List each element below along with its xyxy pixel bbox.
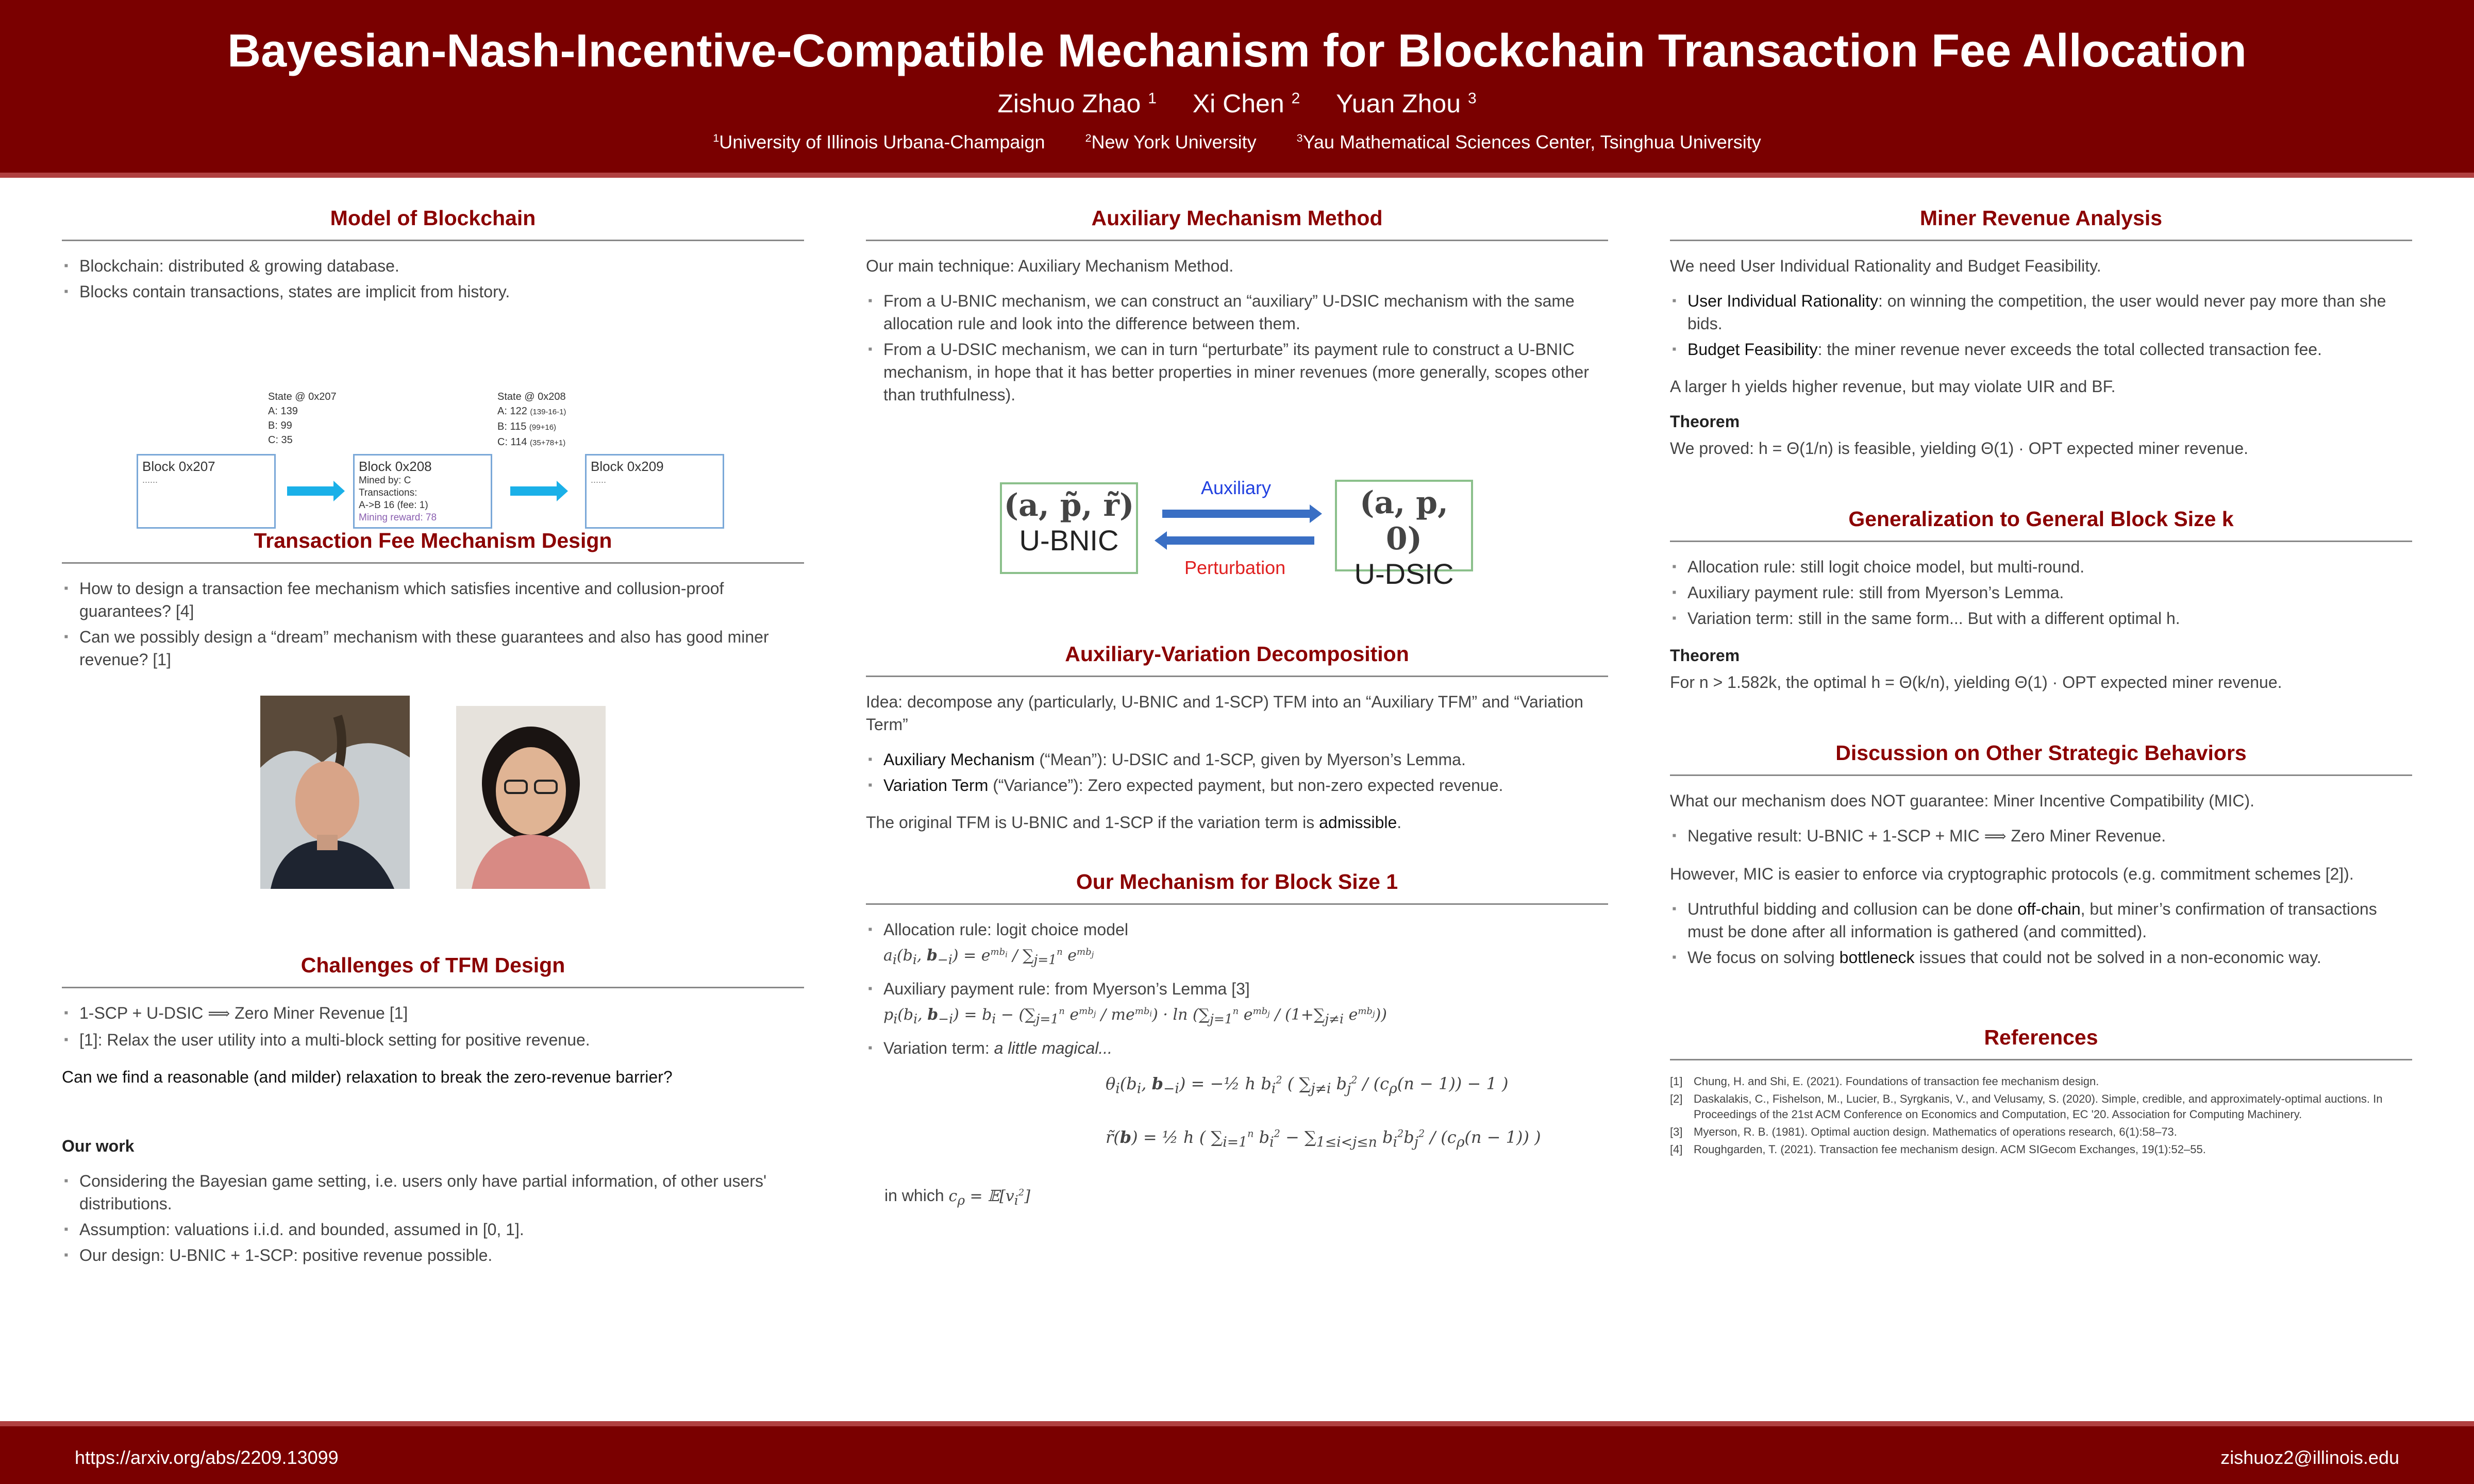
- list-item: ▪ Assumption: valuations i.i.d. and bounded, assumed in [0, 1].: [62, 1218, 804, 1241]
- state-label-0x208: State @ 0x208 A: 122 (139-16-1) B: 115 (99+16) C: 114 (35+78+1): [497, 391, 566, 448]
- miner-intro: We need User Individual Rationality and Budget Feasibility.: [1670, 257, 2101, 275]
- discussion-bullets: [1670, 898, 2412, 969]
- miner-theorem: We proved: h = Θ(1/n) is feasible, yielding Θ(1) · OPT expected miner revenue.: [1670, 439, 2248, 458]
- auxiliary-arrow: [1162, 510, 1312, 518]
- decomp-bullets: [866, 748, 1608, 797]
- decomp-intro: Idea: decompose any (particularly, U-BNIC and 1-SCP) TFM into an “Auxiliary TFM” and “Variation Term”: [866, 693, 1583, 734]
- list-item: ▪ Variation term: a little magical...: [866, 1037, 1608, 1059]
- block-0x209: Block 0x209 ......: [585, 454, 724, 529]
- our-work-bullets: [62, 1170, 804, 1267]
- list-item: ▪ Blockchain: distributed & growing database.: [62, 255, 804, 277]
- list-item: ▪ We focus on solving bottleneck issues that could not be solved in a non-economic way.: [1670, 946, 2412, 969]
- section-title-mech1: Our Mechanism for Block Size 1: [866, 870, 1608, 905]
- u-bnic-box: (a, p̃, r̃) U-BNIC: [1000, 482, 1138, 574]
- list-item: ▪ Considering the Bayesian game setting, i.e. users only have partial information, of other users' distributions.: [62, 1170, 804, 1215]
- list-item: ▪ Allocation rule: still logit choice model, but multi-round.: [1670, 555, 2412, 578]
- theta-formula: $\theta_i(b_i$, $b_{-i}$) = −½ h $b_i^2$ ( $\sum_{j\ne i}$ $b_j^2 / (c_\rho(n - 1)) - 1$ ): [1106, 1074, 1509, 1097]
- discussion-however: However, MIC is easier to enforce via cryptographic protocols (e.g. commitment schemes [2]).: [1670, 865, 2354, 883]
- affiliation: $^3$Yau Mathematical Sciences Center, Tsinghua University: [1296, 131, 1761, 153]
- column-middle: [866, 206, 1608, 1224]
- section-title-discussion: Discussion on Other Strategic Behaviors: [1670, 741, 2412, 776]
- our-work-heading: Our work: [62, 1137, 135, 1155]
- footer-divider: [0, 1421, 2474, 1426]
- state-label-0x207: State @ 0x207 A: 139 B: 99 C: 35: [268, 391, 337, 446]
- section-title-decomp: Auxiliary-Variation Decomposition: [866, 642, 1608, 677]
- section-title-aux: Auxiliary Mechanism Method: [866, 206, 1608, 241]
- blockchain-diagram: [62, 317, 804, 523]
- list-item: ▪ Variation Term (“Variance”): Zero expected payment, but non-zero expected revenue.: [866, 774, 1608, 797]
- author: Zishuo Zhao $^1$: [997, 89, 1157, 118]
- column-right: [1670, 206, 2412, 1172]
- header-divider: [0, 173, 2474, 178]
- aux-diagram: [866, 420, 1608, 606]
- section-title-model: Model of Blockchain: [62, 206, 804, 241]
- list-item: ▪ Variation term: still in the same form... But with a different optimal h.: [1670, 607, 2412, 630]
- section-title-challenges: Challenges of TFM Design: [62, 953, 804, 988]
- column-left: [62, 206, 804, 1281]
- list-item: ▪ From a U-DSIC mechanism, we can in turn “perturbate” its payment rule to construct a U-BNIC mechanism, in hope that it has better properties in miner revenues (more generally, scopes other than truthfulness).: [866, 338, 1608, 406]
- list-item: ▪ Auxiliary payment rule: from Myerson’s Lemma [3] $p_i(b_i$, $b_{-i}) = b_i - (\sum_{j=1}^n$ $e^{mb_j} / me^{mb_i}) \cdot \ln (\sum_{j=1}^n$ $e^{mb_j} / (1+\sum_{j\ne i}$ $e^{mb_j}$)): [866, 977, 1608, 1031]
- challenges-bullets: [62, 1002, 804, 1051]
- section-title-general: Generalization to General Block Size k: [1670, 507, 2412, 542]
- challenge-question: Can we find a reasonable (and milder) relaxation to break the zero-revenue barrier?: [62, 1068, 673, 1086]
- block-0x207: Block 0x207 ......: [137, 454, 276, 529]
- list-item: ▪ [1]: Relax the user utility into a multi-block setting for positive revenue.: [62, 1028, 804, 1051]
- list-item: ▪ Untruthful bidding and collusion can be done off-chain, but miner’s confirmation of transactions must be done after all information is gathered (and committed).: [1670, 898, 2412, 943]
- footer-banner: [0, 1426, 2474, 1484]
- general-theorem-heading: Theorem: [1670, 646, 1740, 665]
- reference-item: [2] Daskalakis, C., Fishelson, M., Lucier, B., Syrgkanis, V., and Velusamy, S. (2020). Simple, credible, and approximately-optimal auctions. In Proceedings of the 21st ACM Conference on Economics and Computation, EC '20. Association for Computing Machinery.: [1670, 1092, 2383, 1121]
- author-list: [0, 89, 2474, 119]
- reference-list: [1670, 1074, 2412, 1157]
- chain-arrow: [510, 486, 557, 496]
- list-item: ▪ User Individual Rationality: on winning the competition, the user would never pay more than she bids.: [1670, 290, 2412, 335]
- discussion-neg: [1670, 824, 2412, 848]
- block-0x208: Block 0x208 Mined by: C Transactions: A->B 16 (fee: 1) Mining reward: 78: [353, 454, 492, 529]
- list-item: ▪ Blocks contain transactions, states are implicit from history.: [62, 280, 804, 303]
- author: Xi Chen $^2$: [1192, 89, 1300, 118]
- affiliation-list: [0, 131, 2474, 153]
- mech1-bullets: [866, 918, 1608, 1059]
- chain-arrow: [287, 486, 333, 496]
- photo-woman: [456, 706, 606, 889]
- list-item: ▪ Can we possibly design a “dream” mechanism with these guarantees and also has good miner revenue? [1]: [62, 626, 804, 671]
- alloc-formula: $a_i(b_i$, $b_{-i}) = e^{mb_i} / \sum_{j=1}^n$ $e^{mb_j}$: [883, 947, 1094, 967]
- affiliation: $^2$New York University: [1085, 131, 1257, 153]
- list-item: ▪ Allocation rule: logit choice model $a_i(b_i$, $b_{-i}) = e^{mb_i} / \sum_{j=1}^n$ $e^{mb_j}$: [866, 918, 1608, 971]
- photo-man: [260, 696, 410, 889]
- tfm-bullets: [62, 577, 804, 671]
- author-photos: [62, 685, 804, 897]
- in-which: in which $c_\rho$ = $𝔼[v_i^2]$: [884, 1186, 1030, 1208]
- aux-bullets: [866, 290, 1608, 406]
- model-bullets: [62, 255, 804, 303]
- general-theorem: For n > 1.582k, the optimal h = Θ(k/n), yielding Θ(1) · OPT expected miner revenue.: [1670, 673, 2282, 692]
- miner-bullets: [1670, 290, 2412, 361]
- reference-item: [4] Roughgarden, T. (2021). Transaction fee mechanism design. ACM SIGecom Exchanges, 19(1):52–55.: [1670, 1143, 2206, 1156]
- discussion-intro: What our mechanism does NOT guarantee: Miner Incentive Compatibility (MIC).: [1670, 791, 2255, 810]
- reference-item: [1] Chung, H. and Shi, E. (2021). Foundations of transaction fee mechanism design.: [1670, 1075, 2099, 1088]
- decomp-conclusion: The original TFM is U-BNIC and 1-SCP if the variation term is admissible.: [866, 813, 1402, 832]
- section-title-references: References: [1670, 1025, 2412, 1060]
- list-item: ▪ Auxiliary payment rule: still from Myerson’s Lemma.: [1670, 581, 2412, 604]
- contact-email[interactable]: zishuoz2@illinois.edu: [2220, 1447, 2399, 1468]
- general-bullets: [1670, 555, 2412, 630]
- arxiv-link[interactable]: https://arxiv.org/abs/2209.13099: [75, 1447, 339, 1468]
- section-title-tfm: Transaction Fee Mechanism Design: [62, 529, 804, 564]
- header-banner: [0, 0, 2474, 173]
- aux-intro: Our main technique: Auxiliary Mechanism Method.: [866, 257, 1234, 275]
- affiliation: $^1$University of Illinois Urbana-Champaign: [713, 131, 1045, 153]
- rtilde-formula: r̃(b) = ½ h ( $\sum_{i=1}^n$ $b_i^2 - \sum_{1\le i<j\le n}$ $b_i^2b_j^2 / (c_\rho(n - 1))$ ): [1106, 1127, 1541, 1151]
- payment-formula: $p_i(b_i$, $b_{-i}) = b_i - (\sum_{j=1}^n$ $e^{mb_j} / me^{mb_i}) \cdot \ln (\sum_{j=1}^n$ $e^{mb_j} / (1+\sum_{j\ne i}$ $e^{mb_j}$)): [883, 1006, 1388, 1026]
- list-item: ▪ From a U-BNIC mechanism, we can construct an “auxiliary” U-DSIC mechanism with the same allocation rule and look into the difference between them.: [866, 290, 1608, 335]
- list-item: ▪ 1-SCP + U-DSIC ⟹ Zero Miner Revenue [1]: [62, 1002, 804, 1025]
- list-item: ▪ Auxiliary Mechanism (“Mean”): U-DSIC and 1-SCP, given by Myerson’s Lemma.: [866, 748, 1608, 771]
- author: Yuan Zhou $^3$: [1336, 89, 1477, 118]
- auxiliary-label: Auxiliary: [1201, 477, 1272, 498]
- list-item: ▪ How to design a transaction fee mechanism which satisfies incentive and collusion-proof guarantees? [4]: [62, 577, 804, 622]
- list-item: ▪ Negative result: U-BNIC + 1-SCP + MIC ⟹ Zero Miner Revenue.: [1670, 824, 2412, 848]
- list-item: ▪ Our design: U-BNIC + 1-SCP: positive revenue possible.: [62, 1244, 804, 1267]
- perturbation-label: Perturbation: [1184, 557, 1286, 578]
- reference-item: [3] Myerson, R. B. (1981). Optimal auction design. Mathematics of operations research, 6(1):58–73.: [1670, 1125, 2177, 1138]
- list-item: ▪ Budget Feasibility: the miner revenue never exceeds the total collected transaction fee.: [1670, 338, 2412, 361]
- u-dsic-box: (a, p, 0) U-DSIC: [1335, 480, 1473, 571]
- section-title-miner: Miner Revenue Analysis: [1670, 206, 2412, 241]
- miner-theorem-heading: Theorem: [1670, 412, 1740, 431]
- miner-larger: A larger h yields higher revenue, but may violate UIR and BF.: [1670, 377, 2116, 396]
- poster-title: Bayesian-Nash-Incentive-Compatible Mechanism for Blockchain Transaction Fee Allocation: [227, 25, 2247, 77]
- perturbation-arrow: [1165, 536, 1314, 545]
